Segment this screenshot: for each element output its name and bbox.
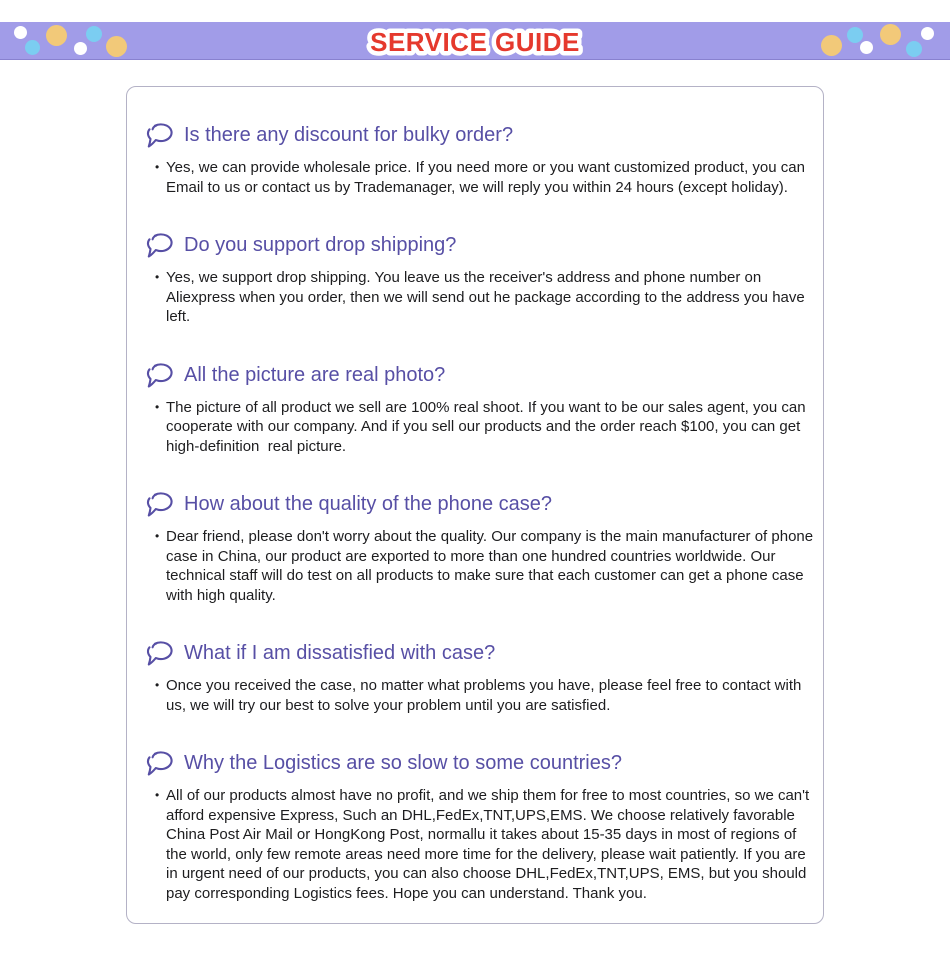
faq-answer: • All of our products almost have no profit, and we ship them for free to most countries, so we can't afford expensive Express, Such an DHL,FedEx,TNT,UPS,EMS. We choose relatively favorable China Post Air Mail or HongKong Post, normallu it takes about 15-35 days in most of regions of the world, only few remote areas need more time for the delivery, please wait patiently. If you are in urgent need of our products, you can also choose DHL,FedEx,TNT,UPS, EMS, but you should pay corresponding Logistics fees. Hope you can understand. Thank you. [144,786,817,903]
decor-dot-yellow [821,35,842,56]
decor-dot-yellow [880,24,901,45]
faq-question-row [144,639,817,667]
faq-question: Why the Logistics are so slow to some countries? [184,752,622,774]
faq-question-row [144,121,817,149]
faq-answer: • Dear friend, please don't worry about the quality. Our company is the main manufacturer of phone case in China, our product are exported to more than one hundred countries worldwide. Our technical staff will do test on all products to make sure that each customer can get a phone case with high quality. [144,527,817,605]
speech-bubble-icon [144,231,174,259]
speech-bubble-icon [144,361,174,389]
faq-item [144,639,817,715]
banner-title [0,22,950,60]
decor-dot-white [921,27,934,40]
faq-question-row [144,490,817,518]
faq-card [126,86,824,924]
faq-question: Is there any discount for bulky order? [184,124,514,146]
faq-answer: • Once you received the case, no matter what problems you have, please feel free to contact with us, we will try our best to solve your problem until you are satisfied. [144,676,817,715]
faq-item [144,231,817,327]
faq-answer: • Yes, we support drop shipping. You leave us the receiver's address and phone number on Aliexpress when you order, then we will send out he package according to the address you have left. [144,268,817,327]
decor-dot-blue [906,41,922,57]
faq-question-row [144,749,817,777]
decor-dot-blue [847,27,863,43]
faq-item [144,361,817,457]
service-guide-banner [0,22,950,60]
faq-question: Do you support drop shipping? [184,234,457,256]
faq-question-row [144,361,817,389]
faq-answer: • The picture of all product we sell are 100% real shoot. If you want to be our sales agent, you can cooperate with our company. And if you sell our products and the order reach $100, you can get high-definition real picture. [144,398,817,457]
faq-question-row [144,231,817,259]
faq-item [144,490,817,605]
faq-question: What if I am dissatisfied with case? [184,642,496,664]
speech-bubble-icon [144,749,174,777]
faq-question: How about the quality of the phone case? [184,493,553,515]
speech-bubble-icon [144,121,174,149]
faq-answer: • Yes, we can provide wholesale price. If you need more or you want customized product, you can Email to us or contact us by Trademanager, we will reply you within 24 hours (except holiday). [144,158,817,197]
faq-item [144,749,817,903]
speech-bubble-icon [144,490,174,518]
banner-title-text: SERVICE GUIDE [370,27,580,57]
decor-dot-white [860,41,873,54]
speech-bubble-icon [144,639,174,667]
faq-question: All the picture are real photo? [184,363,446,386]
faq-item [144,121,817,197]
